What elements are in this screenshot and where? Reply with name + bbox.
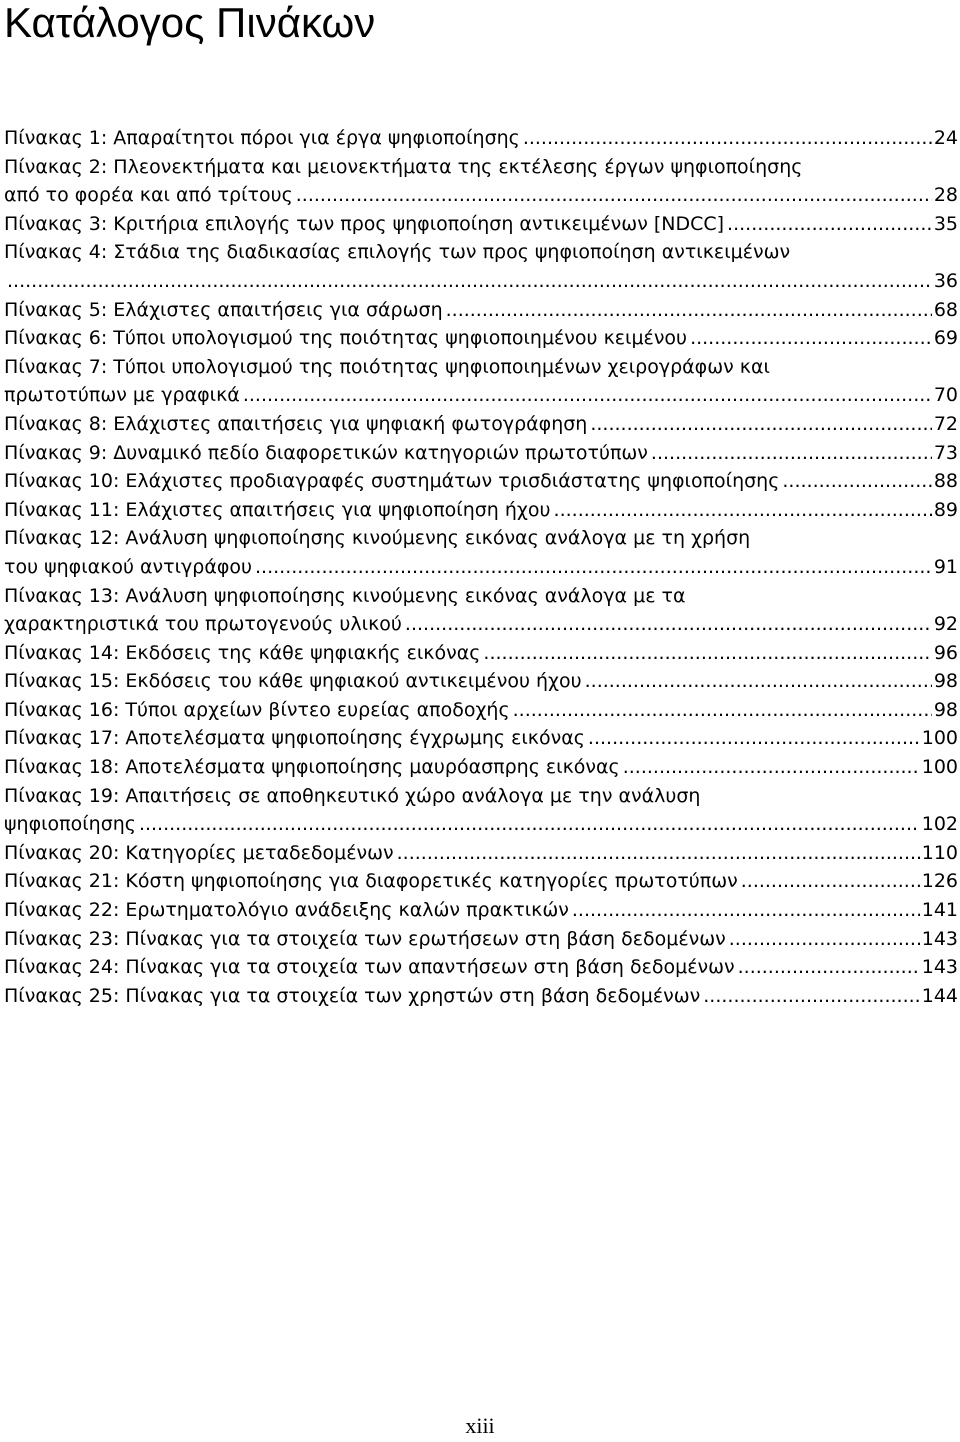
dot-leader — [513, 696, 932, 725]
toc-entry-row — [4, 181, 958, 210]
dot-leader — [727, 210, 932, 239]
dot-leader — [405, 610, 932, 639]
toc-entry[interactable] — [4, 582, 958, 639]
toc-entry-page: 88 — [933, 470, 958, 493]
toc-entry[interactable] — [4, 210, 958, 239]
toc-entry-line: Πίνακας 19: Απαιτήσεις σε αποθηκευτικό χώρο ανάλογα με την ανάλυση — [4, 784, 701, 807]
toc-entry-label: Πίνακας 18: Αποτελέσματα ψηφιοποίησης μαυρόασπρης εικόνας — [4, 756, 620, 779]
toc-entry-page: 102 — [921, 813, 958, 836]
toc-entry-label: Πίνακας 23: Πίνακας για τα στοιχεία των ερωτήσεων στη βάση δεδομένων — [4, 927, 726, 950]
toc-entry-page: 72 — [933, 412, 958, 435]
toc-entry-page: 96 — [933, 641, 958, 664]
dot-leader — [590, 410, 931, 439]
toc-entry-label: ψηφιοποίησης — [4, 813, 136, 836]
toc-entry[interactable] — [4, 639, 958, 668]
dot-leader — [243, 381, 932, 410]
dot-leader — [729, 925, 920, 954]
toc-entry-page: 98 — [933, 670, 958, 693]
table-of-tables-list — [4, 124, 958, 1010]
dot-leader — [623, 753, 920, 782]
toc-entry-page: 100 — [921, 756, 958, 779]
toc-entry-page: 73 — [933, 441, 958, 464]
toc-entry-label: Πίνακας 25: Πίνακας για τα στοιχεία των χρηστών στη βάση δεδομένων — [4, 984, 701, 1007]
dot-leader — [588, 724, 920, 753]
dot-leader — [523, 124, 932, 153]
toc-entry-row — [4, 753, 958, 782]
toc-entry-line: Πίνακας 4: Στάδια της διαδικασίας επιλογής των προς ψηφιοποίηση αντικειμένων — [4, 241, 791, 264]
toc-entry-page: 141 — [921, 899, 958, 922]
toc-entry-label: Πίνακας 17: Αποτελέσματα ψηφιοποίησης έγχρωμης εικόνας — [4, 727, 585, 750]
toc-entry-label: Πίνακας 10: Ελάχιστες προδιαγραφές συστημάτων τρισδιάστατης ψηφιοποίησης — [4, 470, 780, 493]
toc-entry[interactable] — [4, 496, 958, 525]
toc-entry-row — [4, 496, 958, 525]
toc-entry-row — [4, 639, 958, 668]
toc-entry[interactable] — [4, 524, 958, 581]
toc-entry-row — [4, 439, 958, 468]
page-number: xiii — [465, 1413, 495, 1438]
dot-leader — [741, 867, 920, 896]
toc-entry-page: 143 — [921, 927, 958, 950]
toc-entry-label: Πίνακας 15: Εκδόσεις του κάθε ψηφιακού αντικειμένου ήχου — [4, 670, 582, 693]
dot-leader — [7, 267, 932, 296]
dot-leader — [690, 324, 932, 353]
toc-entry[interactable] — [4, 439, 958, 468]
toc-entry-row — [4, 896, 958, 925]
toc-entry-label: Πίνακας 20: Κατηγορίες μεταδεδομένων — [4, 841, 394, 864]
toc-entry[interactable] — [4, 696, 958, 725]
toc-entry-row — [4, 267, 958, 296]
toc-entry[interactable] — [4, 982, 958, 1011]
toc-entry[interactable] — [4, 353, 958, 410]
toc-entry-label: Πίνακας 22: Ερωτηματολόγιο ανάδειξης καλών πρακτικών — [4, 899, 569, 922]
toc-entry[interactable] — [4, 124, 958, 153]
toc-entry-page: 36 — [933, 269, 958, 292]
toc-entry-page: 100 — [921, 727, 958, 750]
toc-entry-page: 70 — [933, 384, 958, 407]
toc-entry[interactable] — [4, 324, 958, 353]
toc-entry[interactable] — [4, 896, 958, 925]
toc-entry-page: 35 — [933, 212, 958, 235]
dot-leader — [572, 896, 920, 925]
dot-leader — [738, 953, 920, 982]
toc-entry-row — [4, 867, 958, 896]
toc-entry-page: 126 — [921, 870, 958, 893]
toc-entry-row — [4, 124, 958, 153]
toc-entry-label: πρωτοτύπων με γραφικά — [4, 384, 240, 407]
toc-entry-page: 24 — [933, 127, 958, 149]
dot-leader — [585, 667, 932, 696]
toc-entry-row — [4, 724, 958, 753]
toc-entry-label: Πίνακας 8: Ελάχιστες απαιτήσεις για ψηφιακή φωτογράφηση — [4, 412, 588, 435]
toc-entry-label: Πίνακας 14: Εκδόσεις της κάθε ψηφιακής εικόνας — [4, 641, 481, 664]
toc-entry-row — [4, 467, 958, 496]
toc-entry-label: του ψηφιακού αντιγράφου — [4, 555, 253, 578]
toc-entry[interactable] — [4, 238, 958, 295]
toc-entry-row — [4, 953, 958, 982]
toc-entry-row — [4, 610, 958, 639]
toc-entry-page: 144 — [921, 984, 958, 1007]
toc-entry[interactable] — [4, 753, 958, 782]
toc-entry[interactable] — [4, 724, 958, 753]
toc-entry-page: 92 — [933, 613, 958, 636]
toc-entry-page: 98 — [933, 698, 958, 721]
toc-entry-row — [4, 381, 958, 410]
dot-leader — [397, 839, 920, 868]
toc-entry-row — [4, 925, 958, 954]
toc-entry[interactable] — [4, 153, 958, 210]
toc-entry[interactable] — [4, 410, 958, 439]
toc-entry-label: Πίνακας 21: Κόστη ψηφιοποίησης για διαφορετικές κατηγορίες πρωτοτύπων — [4, 870, 738, 893]
dot-leader — [255, 553, 932, 582]
toc-entry-row — [4, 982, 958, 1011]
toc-entry-row — [4, 410, 958, 439]
toc-entry[interactable] — [4, 953, 958, 982]
toc-entry-page: 69 — [933, 327, 958, 350]
toc-entry-page: 28 — [933, 184, 958, 207]
toc-entry-line: Πίνακας 7: Τύποι υπολογισμού της ποιότητας ψηφιοποιημένων χειρογράφων και — [4, 355, 770, 378]
toc-entry[interactable] — [4, 467, 958, 496]
toc-entry-page: 91 — [933, 555, 958, 578]
toc-entry-label: Πίνακας 24: Πίνακας για τα στοιχεία των απαντήσεων στη βάση δεδομένων — [4, 956, 735, 979]
dot-leader — [446, 296, 932, 325]
toc-entry-page: 143 — [921, 956, 958, 979]
dot-leader — [782, 467, 931, 496]
toc-entry-label: Πίνακας 5: Ελάχιστες απαιτήσεις για σάρωση — [4, 298, 443, 321]
toc-entry-label: Πίνακας 1: Απαραίτητοι πόροι για έργα ψηφιοποίησης — [4, 127, 520, 149]
toc-entry-label: από το φορέα και από τρίτους — [4, 184, 293, 207]
toc-entry-row — [4, 324, 958, 353]
toc-entry-row — [4, 839, 958, 868]
toc-entry-label: Πίνακας 3: Κριτήρια επιλογής των προς ψηφιοποίηση αντικειμένων [NDCC] — [4, 212, 725, 235]
toc-entry-row — [4, 553, 958, 582]
toc-entry[interactable] — [4, 782, 958, 839]
toc-entry-row — [4, 667, 958, 696]
toc-entry-row — [4, 296, 958, 325]
toc-entry-label: Πίνακας 9: Δυναμικό πεδίο διαφορετικών κατηγοριών πρωτοτύπων — [4, 441, 648, 464]
toc-entry-label: Πίνακας 16: Τύποι αρχείων βίντεο ευρείας αποδοχής — [4, 698, 510, 721]
dot-leader — [483, 639, 931, 668]
dot-leader — [296, 181, 932, 210]
dot-leader — [703, 982, 919, 1011]
toc-entry[interactable] — [4, 867, 958, 896]
toc-entry-label: Πίνακας 11: Ελάχιστες απαιτήσεις για ψηφιοποίηση ήχου — [4, 498, 551, 521]
toc-entry-page: 89 — [933, 498, 958, 521]
toc-entry[interactable] — [4, 296, 958, 325]
toc-entry-page: 110 — [921, 841, 958, 864]
page-title: Κατάλογος Πινάκων — [4, 0, 376, 46]
toc-entry[interactable] — [4, 667, 958, 696]
toc-entry[interactable] — [4, 839, 958, 868]
toc-entry-line: Πίνακας 13: Ανάλυση ψηφιοποίησης κινούμενης εικόνας ανάλογα με τα — [4, 584, 686, 607]
toc-entry-label: χαρακτηριστικά του πρωτογενούς υλικού — [4, 613, 402, 636]
dot-leader — [651, 439, 932, 468]
toc-entry-page: 68 — [933, 298, 958, 321]
toc-entry[interactable] — [4, 925, 958, 954]
toc-entry-line: Πίνακας 2: Πλεονεκτήματα και μειονεκτήματα της εκτέλεσης έργων ψηφιοποίησης — [4, 155, 803, 178]
toc-entry-label: Πίνακας 6: Τύποι υπολογισμού της ποιότητας ψηφιοποιημένου κειμένου — [4, 327, 688, 350]
toc-entry-row — [4, 210, 958, 239]
toc-entry-line: Πίνακας 12: Ανάλυση ψηφιοποίησης κινούμενης εικόνας ανάλογα με τη χρήση — [4, 527, 751, 550]
toc-entry-row — [4, 810, 958, 839]
dot-leader — [139, 810, 920, 839]
toc-entry-row — [4, 696, 958, 725]
dot-leader — [554, 496, 932, 525]
